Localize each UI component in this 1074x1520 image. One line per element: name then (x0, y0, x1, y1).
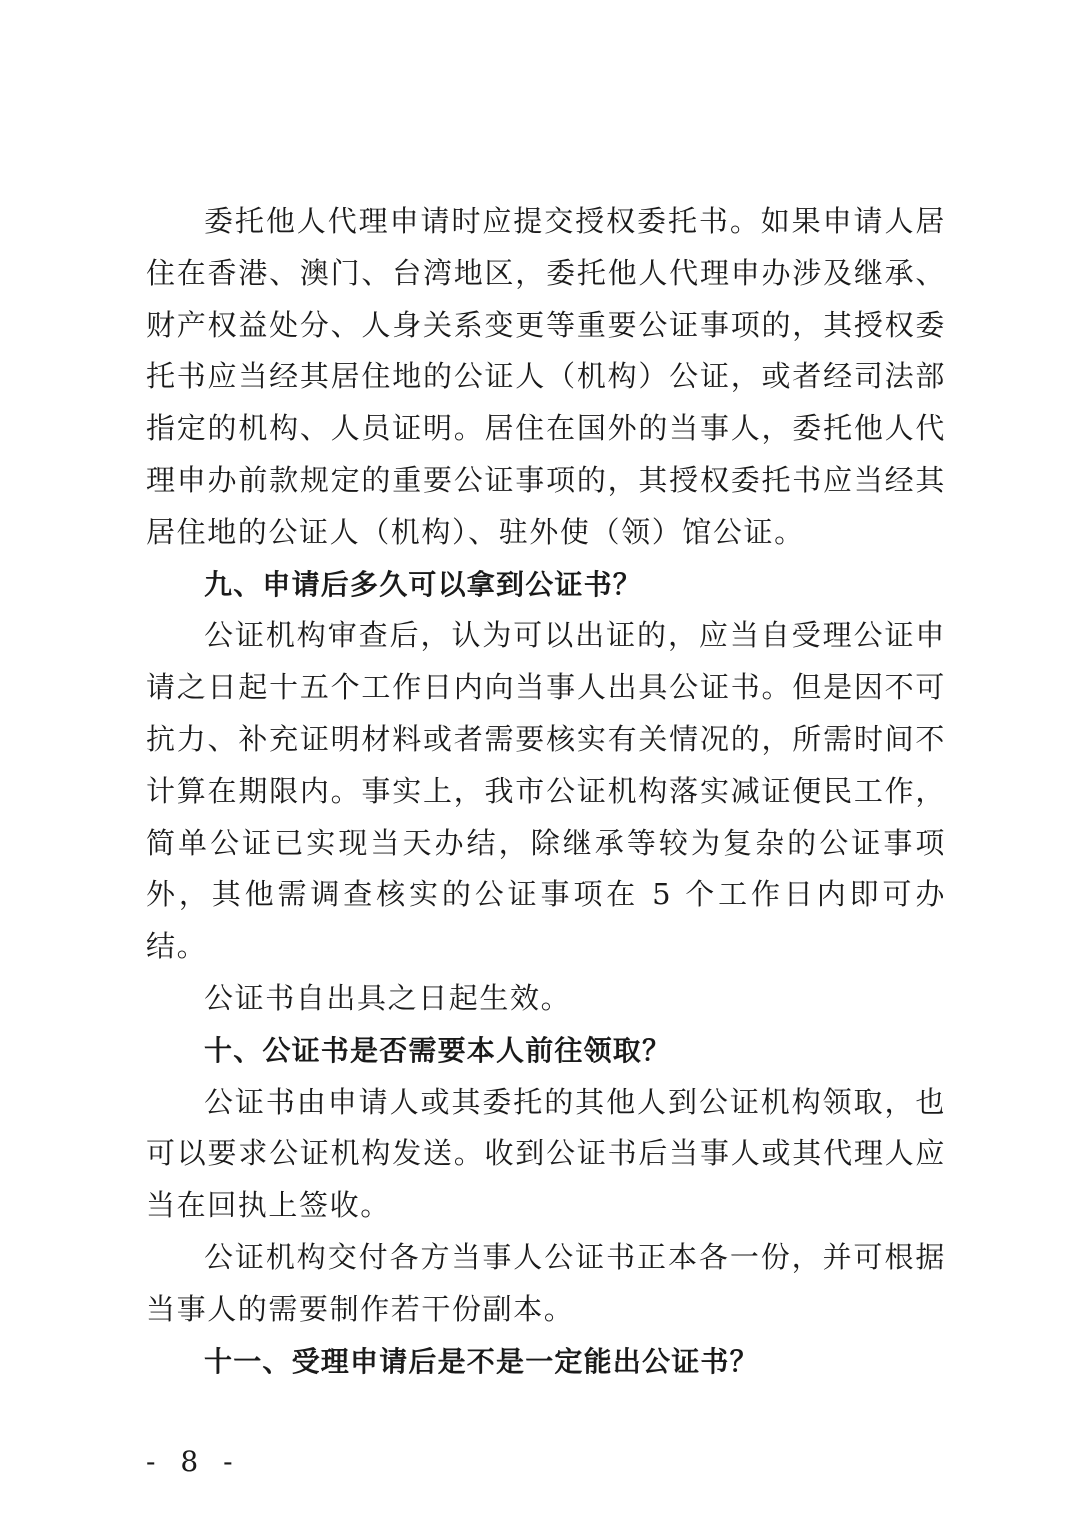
section-heading-9: 九、申请后多久可以拿到公证书？ (204, 567, 643, 601)
paragraph-issuance-time: 公证机构审查后，认为可以出证的，应当自受理公证申请之日起十五个工作日内向当事人出具公证书。但是因不可抗力、补充证明材料或者需要核实有关情况的，所需时间不计算在期限内。事实上，我市公证机构落实减证便民工作，简单公证已实现当天办结，除继承等较为复杂的公证事项外，其他需调查核实的公证事项在 5 个工作日内即可办结。 (146, 618, 946, 964)
document-body (146, 196, 946, 1387)
page-number: - 8 - (146, 1445, 241, 1478)
paragraph-copies: 公证机构交付各方当事人公证书正本各一份，并可根据当事人的需要制作若干份副本。 (146, 1239, 946, 1326)
paragraph-collection: 公证书由申请人或其委托的其他人到公证机构领取，也可以要求公证机构发送。收到公证书后当事人或其代理人应当在回执上签收。 (146, 1084, 946, 1223)
paragraph-effective-date: 公证书自出具之日起生效。 (204, 980, 572, 1015)
section-heading-10: 十、公证书是否需要本人前往领取？ (204, 1033, 672, 1067)
section-heading-11: 十一、受理申请后是不是一定能出公证书？ (204, 1344, 759, 1378)
paragraph-proxy-authorization: 委托他人代理申请时应提交授权委托书。如果申请人居住在香港、澳门、台湾地区，委托他人代理申办涉及继承、财产权益处分、人身关系变更等重要公证事项的，其授权委托书应当经其居住地的公证人（机构）公证，或者经司法部指定的机构、人员证明。居住在国外的当事人，委托他人代理申办前款规定的重要公证事项的，其授权委托书应当经其居住地的公证人（机构）、驻外使（领）馆公证。 (146, 204, 946, 549)
